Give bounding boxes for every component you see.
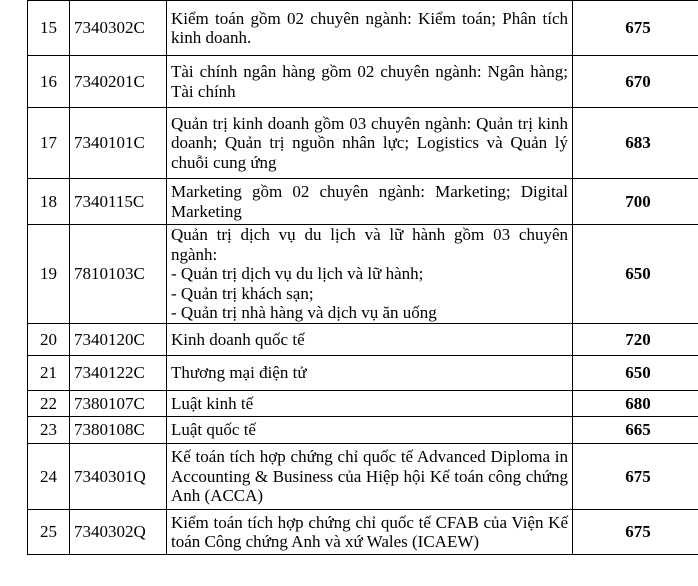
table-row [28,417,698,444]
table-row [28,56,698,108]
admission-score: 720 [573,324,698,356]
program-name: Marketing gồm 02 chuyên ngành: Marketing; Digital Marketing [167,179,573,225]
program-name: Kinh doanh quốc tế [167,324,573,356]
program-name: Kiểm toán gồm 02 chuyên ngành: Kiểm toán; Phân tích kinh doanh. [167,1,573,56]
row-number: 24 [28,444,70,510]
program-code: 7340115C [70,179,167,225]
admission-score: 675 [573,1,698,56]
program-code: 7340302Q [70,510,167,555]
table-row [28,444,698,510]
row-number: 22 [28,391,70,417]
program-code: 7380107C [70,391,167,417]
admission-score: 675 [573,444,698,510]
program-name: Luật kinh tế [167,391,573,417]
program-code: 7340101C [70,108,167,179]
row-number: 19 [28,225,70,324]
specialization-item: - Quản trị khách sạn; [171,283,314,303]
program-name: Kiểm toán tích hợp chứng chỉ quốc tế CFAB của Viện Kế toán Công chứng Anh và xứ Wales (ICAEW) [167,510,573,555]
table-row [28,391,698,417]
admission-score: 700 [573,179,698,225]
program-code: 7340122C [70,356,167,391]
row-number: 25 [28,510,70,555]
row-number: 21 [28,356,70,391]
table-row [28,324,698,356]
admission-score-table [27,0,698,555]
table-row [28,356,698,391]
program-code: 7340120C [70,324,167,356]
table-row [28,225,698,324]
program-name [167,225,573,324]
admission-score: 650 [573,356,698,391]
row-number: 17 [28,108,70,179]
program-name: Kế toán tích hợp chứng chỉ quốc tế Advanced Diploma in Accounting & Business của Hiệp hội Kế toán công chứng Anh (ACCA) [167,444,573,510]
admission-score: 680 [573,391,698,417]
row-number: 18 [28,179,70,225]
row-number: 16 [28,56,70,108]
table-row [28,179,698,225]
admission-score: 683 [573,108,698,179]
admission-score: 675 [573,510,698,555]
admission-score: 665 [573,417,698,444]
row-number: 23 [28,417,70,444]
program-name: Luật quốc tế [167,417,573,444]
admission-score: 650 [573,225,698,324]
program-code: 7340201C [70,56,167,108]
table-row [28,1,698,56]
program-name: Thương mại điện tử [167,356,573,391]
program-name-line: Quản trị dịch vụ du lịch và lữ hành gồm 03 chuyên ngành: [171,225,568,264]
program-code: 7340301Q [70,444,167,510]
specialization-item: - Quản trị dịch vụ du lịch và lữ hành; [171,264,424,284]
table-row [28,510,698,555]
row-number: 15 [28,1,70,56]
admission-score: 670 [573,56,698,108]
table-row [28,108,698,179]
program-code: 7340302C [70,1,167,56]
specialization-item: - Quản trị nhà hàng và dịch vụ ăn uống [171,303,437,323]
program-name: Quản trị kinh doanh gồm 03 chuyên ngành: Quản trị kinh doanh; Quản trị nguồn nhân lực; Logistics và Quản lý chuỗi cung ứng [167,108,573,179]
row-number: 20 [28,324,70,356]
program-code: 7810103C [70,225,167,324]
program-name: Tài chính ngân hàng gồm 02 chuyên ngành: Ngân hàng; Tài chính [167,56,573,108]
program-code: 7380108C [70,417,167,444]
